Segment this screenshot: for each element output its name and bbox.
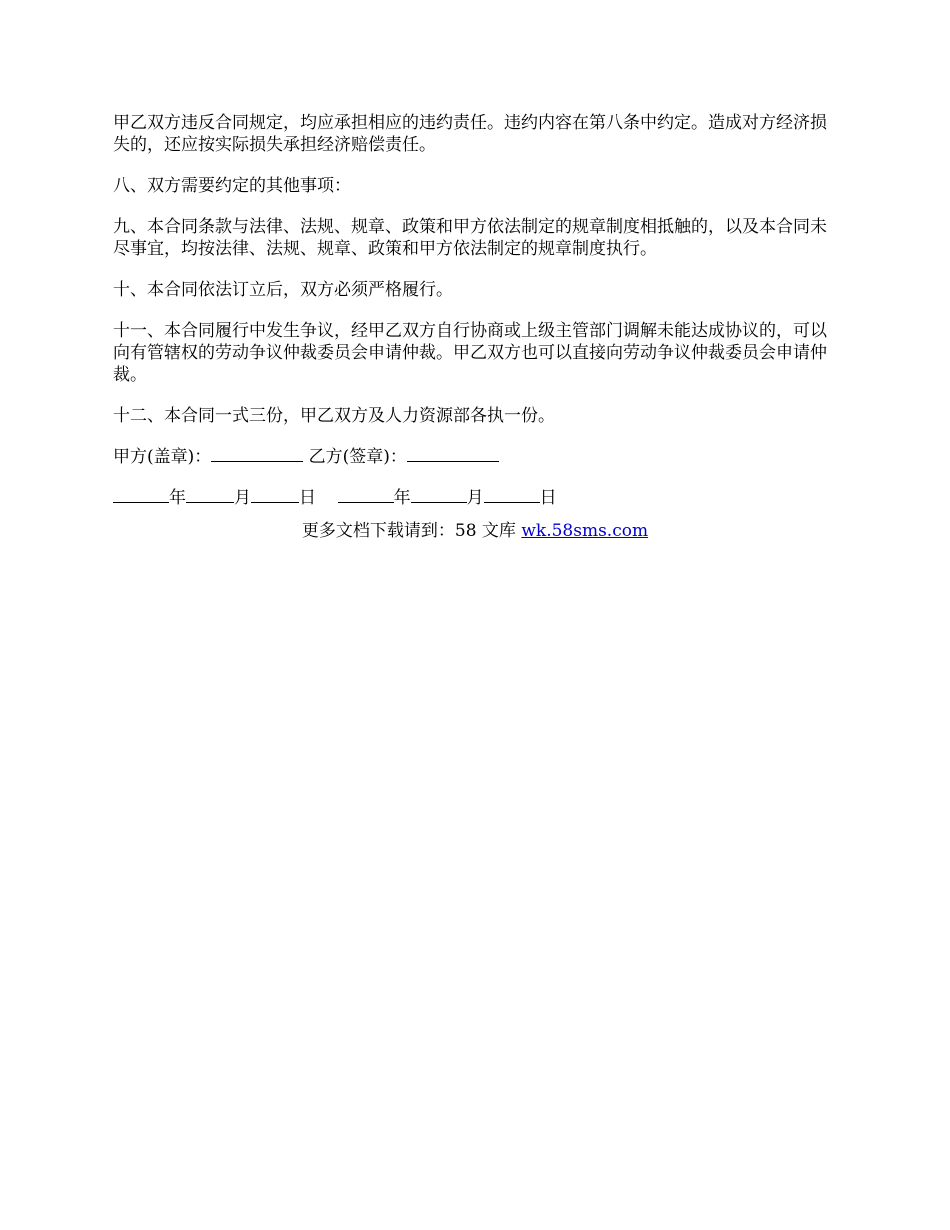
party-a-day-blank [251,487,299,503]
party-a-label: 甲方(盖章)： [113,447,212,467]
footer-link[interactable]: wk.58sms.com [521,521,649,541]
date-line [113,487,843,509]
party-b-month-blank [411,487,467,503]
paragraph-clause-12: 十二、本合同一式三份，甲乙双方及人力资源部各执一份。 [113,406,555,426]
party-a-month-blank [186,487,234,503]
party-a-day-label: 日 [299,488,316,508]
party-b-year-blank [338,487,394,503]
party-b-month-label: 月 [466,488,484,508]
paragraph-clause-10: 十、本合同依法订立后，双方必须严格履行。 [113,280,453,300]
paragraph-clause-9: 九、本合同条款与法律、法规、规章、政策和甲方依法制定的规章制度相抵触的，以及本合同未尽事宜，均按法律、法规、规章、政策和甲方依法制定的规章制度执行。 [113,217,827,259]
party-b-year-label: 年 [393,488,411,508]
signature-line [113,446,843,468]
download-footer [0,520,950,542]
party-a-year-blank [113,487,169,503]
party-a-year-label: 年 [169,488,186,508]
party-b-label: 乙方(签章)： [308,447,407,467]
party-b-day-label: 日 [539,488,557,508]
paragraph-clause-8: 八、双方需要约定的其他事项： [113,176,351,196]
footer-prefix: 更多文档下载请到：58 文库 [301,521,522,541]
document-body [113,112,843,528]
party-a-month-label: 月 [234,488,251,508]
party-b-signature-blank [407,446,499,462]
paragraph-clause-11: 十一、本合同履行中发生争议，经甲乙双方自行协商或上级主管部门调解未能达成协议的，可以向有管辖权的劳动争议仲裁委员会申请仲裁。甲乙双方也可以直接向劳动争议仲裁委员会申请仲裁。 [113,321,827,385]
party-a-signature-blank [211,446,303,462]
paragraph-breach-liability: 甲乙双方违反合同规定，均应承担相应的违约责任。违约内容在第八条中约定。造成对方经济损失的，还应按实际损失承担经济赔偿责任。 [113,113,827,155]
party-b-day-blank [484,487,540,503]
